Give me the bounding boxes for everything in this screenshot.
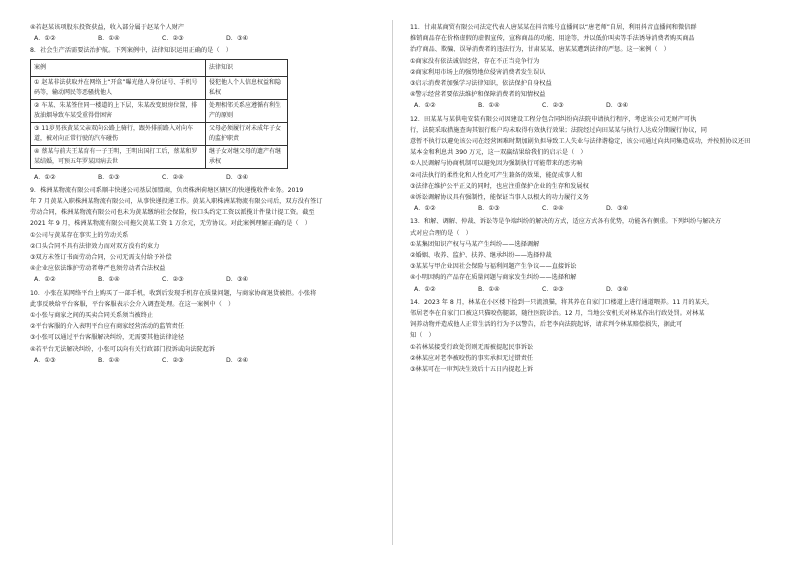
table-header-row — [31, 59, 288, 76]
option-d[interactable]: D．③④ — [226, 35, 249, 43]
case-number: ② — [34, 101, 40, 109]
prev-question-item: ④若赵某该项股东投资获益，收入部分属于赵某个人财产 — [30, 24, 185, 31]
question-8-stem: 8．社会生产活需要法治护航。下列案例中，法律知识运用正确的是（ ） — [30, 47, 232, 55]
option-d[interactable]: D．②④ — [226, 356, 249, 364]
table-header-case: 案例 — [31, 59, 206, 76]
question-9-item: ③双方未签订书面劳动合同，公司无需支付给予补偿 — [30, 254, 172, 262]
question-12-item: ①人民调解与协商机制可以避免因为强制执行可能带来的恶劣响 — [410, 160, 583, 168]
question-14-item: ②林某应对老李被咬伤的事实承担无过错责任 — [410, 354, 534, 362]
question-13-stem-line: 13．和解、调解、仲裁、诉讼等是争端纠纷的解决的方式，适应方式各有优势，功能各有侧重。下列纠纷与解决方 — [410, 218, 722, 226]
option-b[interactable]: B．①④ — [98, 276, 120, 284]
option-c[interactable]: C．②③ — [162, 276, 184, 284]
case-number: ③ — [34, 124, 40, 132]
question-12-item: ③法律在维护公平正义的同时，也应注重保护企业的生存和发展权 — [410, 182, 589, 190]
question-11-stem-line: 11．甘肃某商贸有限公司法定代表人唐某某在抖音账号直播间以“唐老师”自居，利用抖音直播间和微信群 — [410, 24, 697, 31]
table-cell-case: ④ 蔡某与前夫王某育有一子王明，王明出国打工后，蔡某和罗某结婚，可预五年罗某因病去世 — [31, 145, 206, 168]
question-12-stem-line: 行，法院采取措施查询其银行账户均未取得有效执行效果；法院经过向田某某与执行人达成分期履行协议，同 — [410, 126, 707, 134]
question-11-options — [410, 100, 766, 111]
question-11-item: ④警示经营者要依法维护和保障消费者的知情权益 — [410, 91, 546, 99]
table-cell-law: 继子女对继父母的遗产有继承权 — [206, 145, 288, 168]
question-12-options — [410, 203, 766, 214]
option-b[interactable]: B．①④ — [98, 356, 120, 364]
question-10-item: ②平台客服的介入表明平台应有商家经营活动的监管责任 — [30, 323, 185, 331]
table-row — [31, 145, 288, 168]
question-12-stem-line: 意暂不执行以避免该公司在经营困难时期加剧负担导致工人失业与法律谐稳定，该公司通过向共同集造成功，并按照协议还田 — [410, 138, 751, 146]
option-c[interactable]: C．②③ — [162, 35, 184, 43]
question-14-item: ③林某可在一审判决生效后十五日内提起上诉 — [410, 366, 534, 374]
question-10-stem-line: 10．小张在某网络平台上购买了一部手机，收到后发现手机存在质量问题，与商家协商退货被拒。小张将 — [30, 289, 317, 297]
table-cell-law: 处理相邻关系应遵循有利生产的原则 — [206, 99, 288, 122]
option-c[interactable]: C．②③ — [542, 102, 564, 110]
question-9-stem-line: 年 7 月黄某入职株洲某物流有限公司，从事快递投递工作。黄某入职株洲某物流有限公司后，双方没有签订 — [30, 198, 323, 206]
question-14-stem-line: 14．2023 年 8 月，林某在小区楼下捡到一只流浪猫，将其养在自家门口楼道上进行通道喂养。11 月的某天， — [410, 298, 714, 306]
question-9-item: ②口头合同不具有法律效力而对双方没有约束力 — [30, 242, 160, 250]
option-d[interactable]: D．③④ — [606, 102, 629, 110]
option-a[interactable]: A．①② — [414, 285, 436, 293]
option-a[interactable]: A．①② — [34, 173, 56, 181]
table-cell-case: ② 车某、朱某签住同一楼道的上下层，朱某改变厨房位置，排放油烟导致车某受重得骨困害 — [31, 99, 206, 122]
option-a[interactable]: A．①② — [34, 35, 56, 43]
option-b[interactable]: B．①④ — [98, 35, 120, 43]
table-row — [31, 76, 288, 99]
question-11-item: ②商家利用市场上的强势地位侵害消费者发生误认 — [410, 68, 546, 76]
option-b[interactable]: B．①④ — [478, 285, 500, 293]
question-10-item: ①小张与商家之间的买卖合同关系须当被终止 — [30, 312, 154, 320]
case-number: ① — [34, 78, 40, 86]
option-d[interactable]: D．③④ — [226, 276, 249, 284]
case-number: ④ — [34, 147, 40, 155]
question-10-options — [30, 355, 375, 366]
question-9-options — [30, 274, 375, 285]
question-13-item: ③某某与甲企业因社会保险与福利问题产生争议——直接诉讼 — [410, 263, 577, 271]
prev-question-options — [30, 33, 375, 44]
question-11-item: ③启示消费者加强学习法律知识，依法保护自身权益 — [410, 80, 552, 88]
question-9-stem-line: 9．株洲某物流有限公司系顺丰快递公司基层加盟商，负责株洲荷塘区辖区的快递揽收件业务。2019 — [30, 186, 304, 194]
table-cell-law: 父母必须履行对未成年子女的监护职责 — [206, 122, 288, 145]
question-14-stem-line: 知（ ） — [410, 332, 435, 340]
question-12-stem-line: 12．田某某与某供电安装有限公司因建设工程分包合同纠纷向法院申请执行程序，考虑该公司无财产可执 — [410, 115, 697, 123]
question-11-stem-line: 推销商品存在价格虚假的虚假宣传，宣称商品的功能、用途等，并以低价叫卖等手法诱导消费者购买商品 — [410, 35, 695, 43]
left-column — [30, 22, 375, 366]
question-13-stem-line: 式对应合理的是（ ） — [410, 229, 472, 237]
option-b[interactable]: B．①③ — [478, 205, 500, 213]
question-9-stem-line: 劳动合同，株洲某物流有限公司也未为黄某缴纳社会保险，按口头约定工资以派揽计件量计提工资。截至 — [30, 209, 315, 217]
question-13-item: ④小明因购的产品存在质量问题与商家发生纠纷——选择和解 — [410, 274, 577, 282]
right-column — [410, 22, 766, 375]
question-12-item: ④诉讼调解协议具有强制性，能保证当事人以根大的功力履行义务 — [410, 194, 589, 202]
option-c[interactable]: C．②③ — [162, 356, 184, 364]
question-9-item: ④企业应依法维护劳动者尊严也须劳动者合法权益 — [30, 265, 166, 273]
table-row — [31, 99, 288, 122]
question-8-options — [30, 172, 375, 183]
question-9-item: ①公司与黄某存在事实上的劳动关系 — [30, 231, 129, 239]
question-12-stem-line: 某本金和利息共 390 万元，这一双赢结果给我们的启示是（ ） — [410, 149, 587, 157]
option-a[interactable]: A．①② — [414, 205, 436, 213]
option-c[interactable]: C．②③ — [542, 285, 564, 293]
table-header-law: 法律知识 — [206, 59, 288, 76]
question-13-item: ①某集团知识产权与马某产生纠纷——选择调解 — [410, 240, 540, 248]
question-8-table — [30, 59, 288, 169]
option-d[interactable]: D．③④ — [606, 205, 629, 213]
question-12-item: ②司法执行的柔性化和人性化可产生兼备的效果，能促成事人和 — [410, 171, 583, 179]
option-a[interactable]: A．①② — [34, 276, 56, 284]
question-11-stem-line: 治疗商品、欺骗、误导消费者的违法行为，甘肃某某、唐某某遭到法律的严惩。这一案例（ ） — [410, 46, 670, 54]
question-14-stem-line: 邻居老李在自家门口被这只猫咬伤腿部，随往医院诊治。12 月，当地公安机关对林某作出行政处罚。对林某 — [410, 310, 705, 318]
question-10-item: ④若平台无法解决纠纷，小张可以向有关行政部门投诉或向法院起诉 — [30, 345, 215, 353]
question-11-item: ①商家没有依法诚信经营，存在不正当竞争行为 — [410, 57, 540, 65]
question-9-stem-line: 2021 年 9 月，株洲某物流有限公司拖欠黄某工资 1 万余元，无劳协议。对此案例理解正确的是（ ） — [30, 220, 311, 228]
question-14-stem-line: 饲养动物并造成他人正常生活的行为予以警告，后老李向法院起诉，请求判令林某赔偿损失，据此可 — [410, 321, 683, 329]
table-cell-law: 侵犯他人个人信息权益和隐私权 — [206, 76, 288, 99]
option-a[interactable]: A．①③ — [34, 356, 56, 364]
option-d[interactable]: D．③④ — [606, 285, 629, 293]
question-13-item: ②婚姻、收养、监护、扶养、继承纠纷——选择仲裁 — [410, 252, 552, 260]
option-c[interactable]: C．②④ — [542, 205, 564, 213]
table-cell-case: ③ 11岁男孩黄某父亲双向公路上骑行，跟外排前路入对向车道，被对向正常行驶的汽车碰伤 — [31, 122, 206, 145]
option-c[interactable]: C．②④ — [162, 173, 184, 181]
column-divider — [392, 20, 393, 545]
table-row — [31, 122, 288, 145]
question-10-item: ③小张可以通过平台客服解决纠纷，无需要其他法律途径 — [30, 334, 185, 342]
option-d[interactable]: D．③④ — [226, 173, 249, 181]
option-b[interactable]: B．①④ — [478, 102, 500, 110]
question-10-stem-line: 此事反映给平台客服，平台客服表示会介入调查处理。在这一案例中（ ） — [30, 300, 235, 308]
option-a[interactable]: A．①② — [414, 102, 436, 110]
table-cell-case: ① 赵某非法获取并在网络上“开盒”曝光他人身份证号、手机号码等，输动网民等恶骚扰他人 — [31, 76, 206, 99]
question-13-options — [410, 284, 766, 295]
option-b[interactable]: B．①③ — [98, 173, 120, 181]
question-14-item: ①若林某接受行政处罚则无需被提起民事诉讼 — [410, 343, 534, 351]
